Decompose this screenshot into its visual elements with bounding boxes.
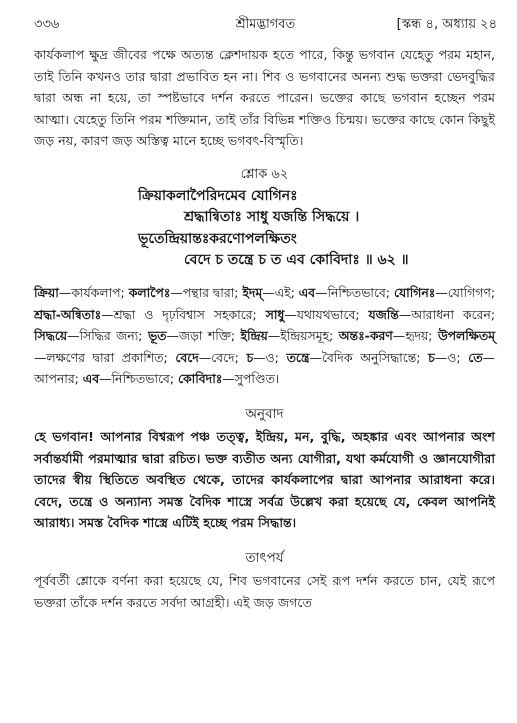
synonym-word: কোবিদাঃ xyxy=(177,371,223,387)
canto-chapter-reference: [স্কন্ধ ৪, অধ্যায় ২৪ xyxy=(396,17,497,32)
synonym-meaning: —পন্থার দ্বারা; xyxy=(170,284,243,300)
synonym-meaning: —বেদে; xyxy=(198,349,247,365)
translation-text: হে ভগবান! আপনার বিশ্বরূপ পঞ্চ তত্ত্ব, ইন্দ্রিয়, মন, বুদ্ধি, অহঙ্কার এবং আপনার অংশ সর্বান্তর্যামী পরমাত্মার দ্বারা রচিত। ভক্ত ব্যতীত অন্য যোগীরা, যথা কর্মযোগী ও জ্ঞানযোগীরা তাদের স্বীয় স্থিতিতে অবস্থিত থেকে, তাদের কার্যকলাপের দ্বারা আপনার আরাধনা করে। বেদে, তন্ত্রে ও অন্যান্য সমস্ত বৈদিক শাস্ত্রে সর্বত্র উল্লেখ করা হয়েছে যে, কেবল আপনিই আরাধ্য। সমস্ত বৈদিক শাস্ত্রে এটিই হচ্ছে পরম সিদ্ধান্ত। xyxy=(34,428,495,531)
synonym-word: চ xyxy=(428,349,435,365)
synonym-word: ইদম্ xyxy=(242,284,263,300)
intro-paragraph: কার্যকলাপ ক্ষুদ্র জীবের পক্ষে অত্যন্ত ক্লেশদায়ক হতে পারে, কিন্তু ভগবান যেহেতু পরম মহান, তাই তিনি কখনও তার দ্বারা প্রভাবিত হন না। শিব ও ভগবানের অনন্য শুদ্ধ ভক্তরা ভেদবুদ্ধির দ্বারা অন্ধ না হয়ে, তা স্পষ্টভাবে দর্শন করতে পারেন। ভক্তের কাছে ভগবান হচ্ছেন পরম আত্মা। যেহেতু তিনি পরম শক্তিমান, তাই তাঁর বিভিন্ন শক্তিও চিন্ময়। ভক্তের কাছে কোন কিছুই জড় নয়, কারণ জড় অস্তিত্ব মানে হচ্ছে ভগবৎ-বিস্মৃতি। xyxy=(34,47,495,149)
synonym-meaning: —নিশ্চিতভাবে; xyxy=(99,371,178,387)
verse-line-3: ভূতেন্দ্রিয়ান্তঃকরণোপলক্ষিতং xyxy=(138,230,297,247)
synonym-word: ক্রিয়া xyxy=(34,284,59,300)
synonym-meaning: —হৃদয়; xyxy=(392,328,438,344)
synonym-word: যজন্তি xyxy=(368,306,399,322)
page-body xyxy=(34,44,495,613)
synonyms-block xyxy=(34,282,495,390)
synonym-meaning: —যথাযথভাবে; xyxy=(284,306,369,322)
synonym-meaning: —আপনার; xyxy=(34,349,495,387)
page-number: ৩৩৬ xyxy=(34,17,60,32)
book-title: শ্রীমদ্ভাগবত xyxy=(235,17,296,32)
purport-heading: তাৎপর্য xyxy=(245,549,284,566)
synonym-meaning: —আরাধনা করেন; xyxy=(398,306,495,322)
synonym-meaning: —জড়া শক্তি; xyxy=(166,328,241,344)
synonym-meaning: —বৈদিক অনুসিদ্ধান্তে; xyxy=(309,349,429,365)
synonym-meaning: —ও; xyxy=(434,349,469,365)
verse-label: শ্লোক ৬২ xyxy=(240,166,289,182)
verse-line-4: বেদে চ তন্ত্রে চ ত এব কোবিদাঃ ॥ ৬২ ॥ xyxy=(184,252,409,269)
synonym-word: কলাপৈঃ xyxy=(128,284,171,300)
synonym-word: বেদে xyxy=(175,349,199,365)
synonym-word: অন্তঃ-করণ xyxy=(338,328,393,344)
purport-text: পূর্ববর্তী শ্লোকে বর্ণনা করা হয়েছে যে, শিব ভগবানের সেই রূপ দর্শন করতে চান, যেই রূপে ভক্তরা তাঁকে দর্শন করতে সর্বদা আগ্রহী। এই জড় জগতে xyxy=(34,572,495,610)
synonym-word: চ xyxy=(246,349,254,365)
synonym-meaning: —ইন্দ্রিয়সমূহ; xyxy=(267,328,339,344)
synonym-meaning: —লক্ষণের দ্বারা প্রকাশিত; xyxy=(34,349,176,365)
synonym-word: এব xyxy=(82,371,100,387)
synonym-meaning: —নিশ্চিতভাবে; xyxy=(315,284,394,300)
synonym-word: তে xyxy=(468,349,483,365)
synonym-meaning: —সুপণ্ডিত। xyxy=(222,371,280,387)
synonym-meaning: —এই; xyxy=(262,284,299,300)
synonym-word: উপলক্ষিতম্ xyxy=(437,328,496,344)
synonym-word: ভূত xyxy=(147,328,167,344)
synonym-word: সিদ্ধয়ে xyxy=(34,328,68,344)
synonym-meaning: —কার্যকলাপ; xyxy=(58,284,129,300)
synonym-meaning: —শ্রদ্ধা ও দৃঢ়বিশ্বাস সহকারে; xyxy=(101,306,266,322)
synonym-meaning: —সিদ্ধির জন্য; xyxy=(67,328,148,344)
synonym-meaning: —যোগিগণ; xyxy=(435,284,495,300)
synonym-word: এব xyxy=(298,284,316,300)
verse-line-2: শ্রদ্ধান্বিতাঃ সাধু যজন্তি সিদ্ধয়ে । xyxy=(184,209,360,226)
synonym-word: শ্রদ্ধা-অন্বিতাঃ xyxy=(34,306,102,322)
verse-line-1: ক্রিয়াকলাপৈরিদমেব যোগিনঃ xyxy=(138,187,298,204)
synonym-meaning: —ও; xyxy=(253,349,287,365)
synonym-word: সাধু xyxy=(265,306,285,322)
synonym-word: ইন্দ্রিয় xyxy=(240,328,268,344)
page-header xyxy=(34,14,497,36)
synonym-word: তন্ত্রে xyxy=(286,349,310,365)
synonym-word: যোগিনঃ xyxy=(393,284,436,300)
translation-heading: অনুবাদ xyxy=(245,405,284,422)
